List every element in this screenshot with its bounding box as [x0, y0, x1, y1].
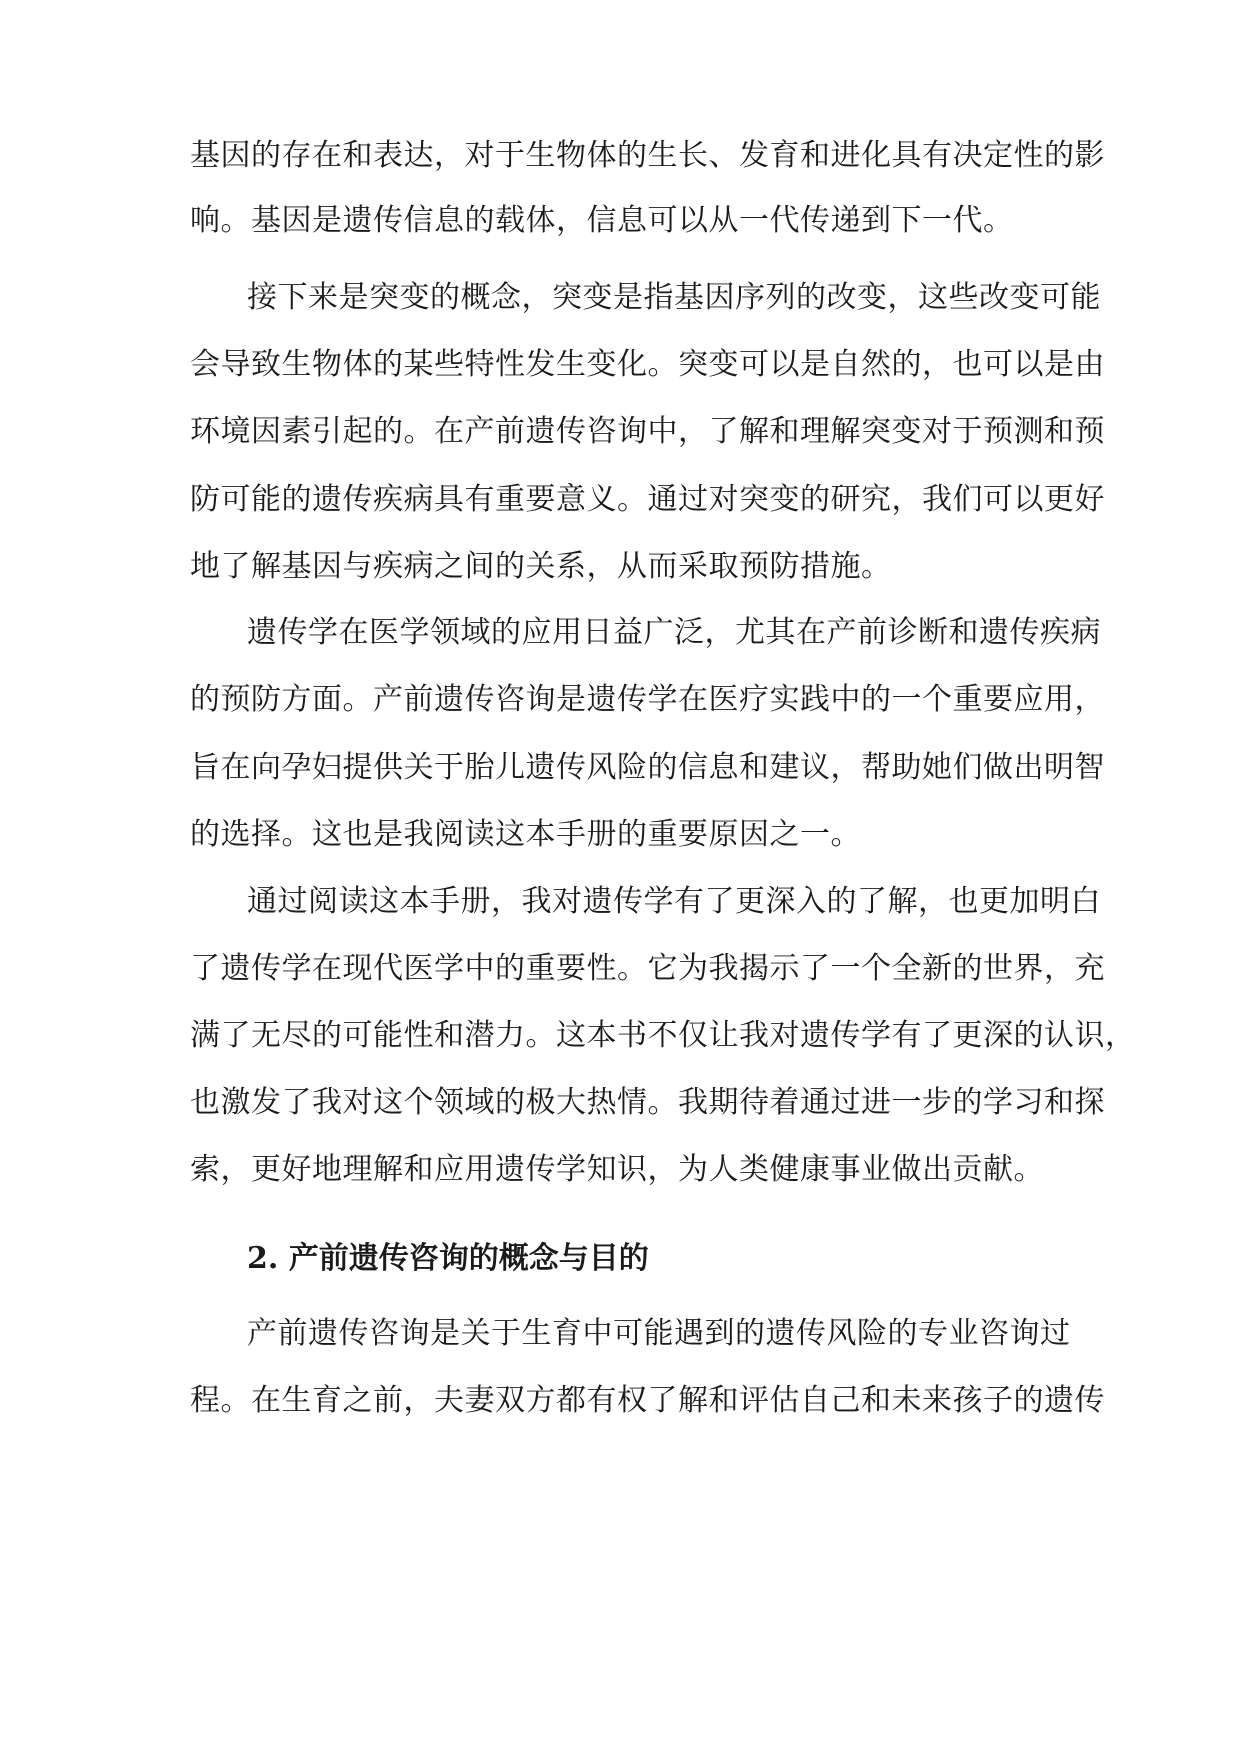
paragraph-line: 也激发了我对这个领域的极大热情。我期待着通过进一步的学习和探: [190, 1085, 1105, 1120]
paragraph-line: 响。基因是遗传信息的载体，信息可以从一代传递到下一代。: [190, 203, 1014, 238]
paragraph-line: 索，更好地理解和应用遗传学知识，为人类健康事业做出贡献。: [190, 1152, 1044, 1187]
paragraph-line: 的预防方面。产前遗传咨询是遗传学在医疗实践中的一个重要应用，: [190, 682, 1105, 717]
paragraph-line: 了遗传学在现代医学中的重要性。它为我揭示了一个全新的世界，充: [190, 951, 1105, 986]
paragraph-line: 通过阅读这本手册，我对遗传学有了更深入的了解，也更加明白: [247, 884, 1101, 919]
paragraph-line: 旨在向孕妇提供关于胎儿遗传风险的信息和建议，帮助她们做出明智: [190, 750, 1105, 785]
section-heading: 2. 产前遗传咨询的概念与目的: [247, 1241, 649, 1276]
paragraph-line: 遗传学在医学领域的应用日益广泛，尤其在产前诊断和遗传疾病: [247, 615, 1101, 650]
paragraph-line: 的选择。这也是我阅读这本手册的重要原因之一。: [190, 817, 861, 852]
paragraph-line: 基因的存在和表达，对于生物体的生长、发育和进化具有决定性的影: [190, 138, 1105, 173]
paragraph-line: 产前遗传咨询是关于生育中可能遇到的遗传风险的专业咨询过: [247, 1316, 1071, 1351]
paragraph-line: 防可能的遗传疾病具有重要意义。通过对突变的研究，我们可以更好: [190, 482, 1105, 517]
paragraph-line: 地了解基因与疾病之间的关系，从而采取预防措施。: [190, 549, 892, 584]
paragraph-line: 接下来是突变的概念，突变是指基因序列的改变，这些改变可能: [247, 280, 1101, 315]
paragraph-line: 程。在生育之前，夫妻双方都有权了解和评估自己和未来孩子的遗传: [190, 1383, 1105, 1418]
paragraph-line: 满了无尽的可能性和潜力。这本书不仅让我对遗传学有了更深的认识，: [190, 1018, 1136, 1053]
paragraph-line: 会导致生物体的某些特性发生变化。突变可以是自然的，也可以是由: [190, 347, 1105, 382]
paragraph-line: 环境因素引起的。在产前遗传咨询中，了解和理解突变对于预测和预: [190, 414, 1105, 449]
